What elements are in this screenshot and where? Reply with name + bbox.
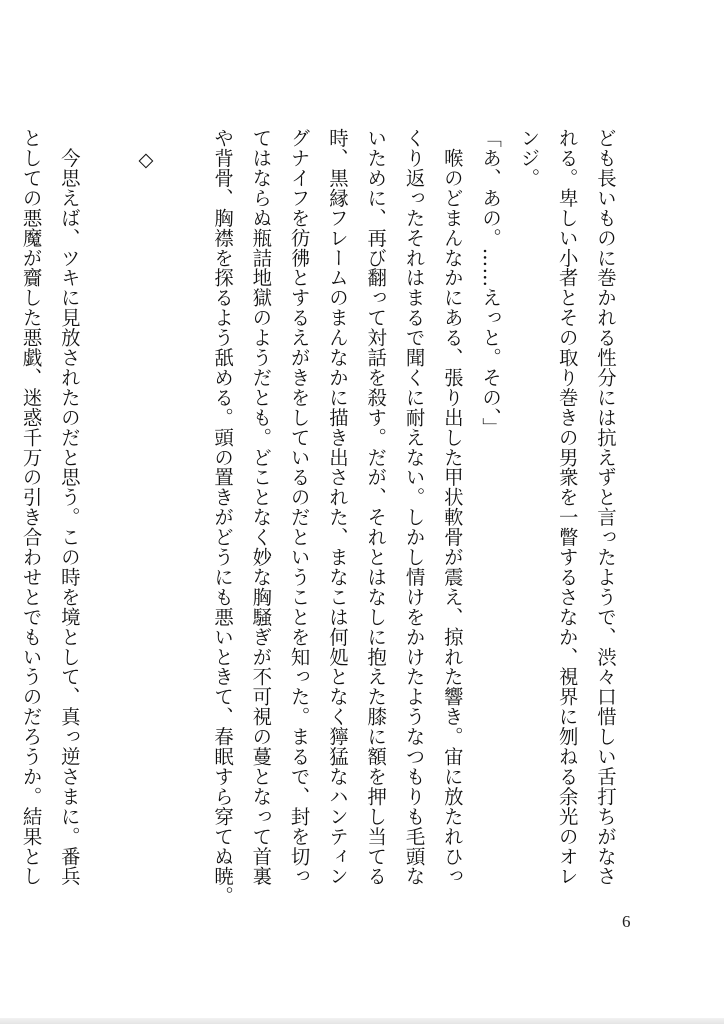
- page-bottom-edge: [0, 1018, 724, 1024]
- blank-line: [164, 128, 202, 888]
- text-line: いために、再び翻って対話を殺す。だが、それとはなしに抱えた膝に額を押し当てる: [364, 128, 388, 887]
- text-line: や背骨、胸襟を探るよう舐める。頭の置きがどうにも悪いときて、春眠すら穿てぬ暁。: [211, 128, 235, 907]
- text-line: グナイフを彷彿とするえがきをしているのだということを知った。まるで、封を切っ: [287, 128, 311, 887]
- text-line: くり返ったそれはまるで聞くに耐えない。しかし情けをかけたようなつもりも毛頭な: [402, 128, 426, 887]
- text-line: 今思えば、ツキに見放されたのだと思う。この時を境として、真っ逆さまに。番兵: [57, 128, 81, 887]
- section-break-marker: ◇: [134, 128, 158, 172]
- text-line: としての悪魔が齎した悪戯、迷惑千万の引き合わせとでもいうのだろうか。結果とし: [19, 128, 43, 887]
- text-line: れる。卑しい小者とその取り巻きの男衆を一瞥するさなか、視界に刎ねる余光のオレ: [555, 128, 579, 887]
- text-line: ンジ。: [517, 128, 541, 188]
- blank-line: [88, 128, 126, 888]
- text-line: 時、黒縁フレームのまんなかに描き出された、まなこは何処となく獰猛なハンティン: [325, 128, 349, 887]
- text-line: ども長いものに巻かれる性分には抗えずと言ったようで、渋々口惜しい舌打ちがなさ: [594, 128, 617, 887]
- page-number: 6: [622, 912, 631, 931]
- text-line: 「あ、あの。……えっと。その、」: [479, 128, 503, 438]
- text-line: てはならぬ瓶詰地獄のようだとも。どことなく妙な胸騒ぎが不可視の蔓となって首裏: [249, 128, 273, 887]
- text-line: 喉のどまんなかにある、張り出した甲状軟骨が震え、掠れた響き。宙に放たれひっ: [440, 128, 464, 887]
- vertical-body-text: [11, 128, 624, 907]
